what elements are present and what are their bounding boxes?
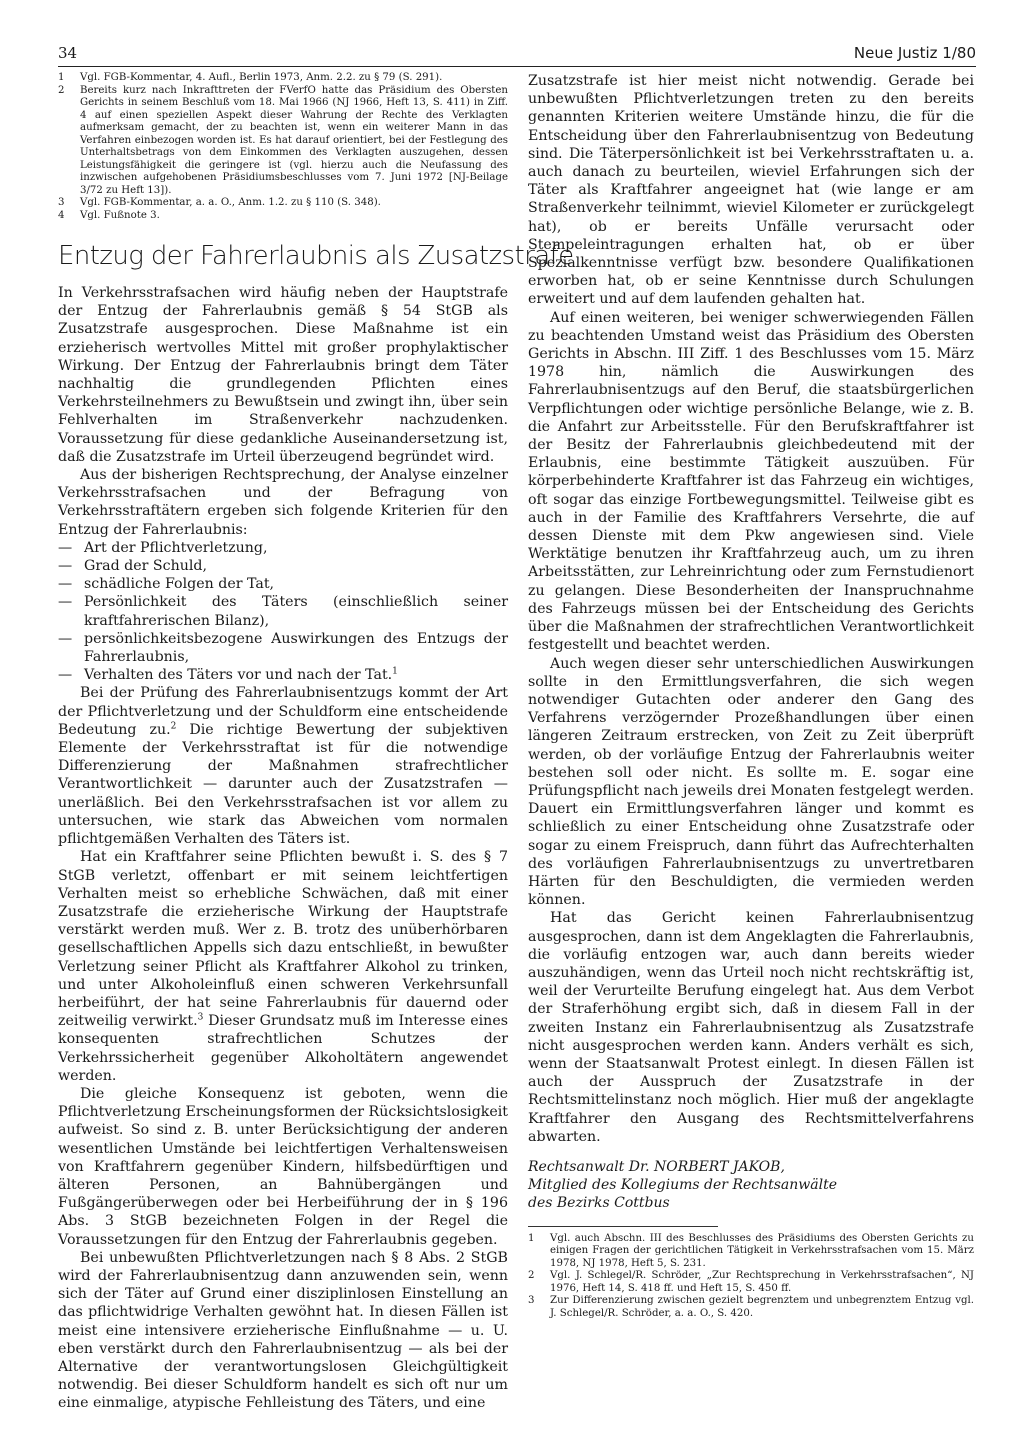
journal-issue: Neue Justiz 1/80 xyxy=(853,44,976,62)
footnote xyxy=(58,72,508,85)
footnote-text: Bereits kurz nach Inkrafttreten der FVerfO hatte das Präsidium des Obersten Gerichts in seinem Beschluß vom 18. Mai 1966 (NJ 1966, Heft 13, S. 411) in Ziff. 4 auf einen speziellen Aspekt dieser Wahrung der Rechte des Verklagten aufmerksam gemacht, der zu beachten ist, wenn ein weiterer Mann in das Verfahren einbezogen worden ist. Es hat darauf orientiert, bei der Festlegung des Unterhaltsbetrags von dem Einkommen des Verklagten auszugehen, dessen Leistungsfähigkeit die geringere ist (vgl. hierzu auch die Neufassung des inzwischen aufgehobenen Präsidiumsbeschlusses vom 7. Juni 1972 [NJ-Beilage 3/72 zu Heft 13]). xyxy=(80,84,508,196)
footnote-text: Vgl. J. Schlegel/R. Schröder, „Zur Rechtsprechung in Verkehrsstrafsachen“, NJ 1976, Heft 14, S. 418 ff. und Heft 15, S. 450 ff. xyxy=(550,1270,974,1294)
author-affiliation: Mitglied des Kollegiums der Rechtsanwälte xyxy=(528,1176,838,1193)
paragraph: In Verkehrsstrafsachen wird häufig neben der Hauptstrafe der Entzug der Fahrerlaubnis gemäß § 54 StGB als Zusatzstrafe ausgesprochen. Diese Maßnahme ist ein erzieherisch wertvolles Mittel mit großer prophylaktischer Wirkung. Der Entzug der Fahrerlaubnis bringt dem Täter nachhaltig die grundlegenden Pflichten eines Verkehrsteilnehmers zu Bewußtsein und zwingt ihn, über sein Fehlverhalten im Straßenverkehr nachzudenken. Voraussetzung für diese gedankliche Auseinandersetzung ist, daß die Zusatzstrafe im Urteil überzeugend begründet wird. xyxy=(58,285,508,465)
footnote-text: Vgl. auch Abschn. III des Beschlusses des Präsidiums des Obersten Gerichts zu einigen Fragen der gerichtlichen Tätigkeit in Verkehrsstrafsachen vom 15. März 1978, NJ 1978, Heft 5, S. 231. xyxy=(550,1232,974,1269)
page-header xyxy=(58,44,976,64)
footnote-number: 3 xyxy=(528,1295,535,1307)
list-item: — schädliche Folgen der Tat, xyxy=(58,576,275,593)
paragraph: Bei der Prüfung des Fahrerlaubnisentzugs kommt der Art der Pflichtverletzung und der Schuldform eine entscheidende Bedeutung zu.$^2$ Die richtige Bewertung der subjektiven Elemente der Verkehrsstraftat ist für die notwendige Differenzierung der Maßnahmen strafrechtlicher Verantwortlichkeit — darunter auch der Zusatzstrafen — unerläßlich. Bei den Verkehrsstrafsachen ist vor allem zu untersuchen, wie stark das Abweichen vom normalen pflichtgemäßen Verhalten des Täters ist. xyxy=(58,685,508,848)
paragraph: Die gleiche Konsequenz ist geboten, wenn die Pflichtverletzung Erscheinungsformen der Rücksichtslosigkeit aufweist. So sind z. B. unter Berücksichtigung der anderen wesentlichen Umstände bei leichtfertigen Verhaltensweisen von Kraftfahrern gegenüber Kindern, hilfsbedürftigen und älteren Personen, an Bahnübergängen und Fußgängerüberwegen oder bei Herbeiführung der in § 196 Abs. 3 StGB bezeichneten Folgen in der Regel die Voraussetzungen für den Entzug der Fahrerlaubnis gegeben. xyxy=(58,1085,509,1248)
paragraph: Auf einen weiteren, bei weniger schwerwiegenden Fällen zu beachtenden Umstand weist das Präsidium des Obersten Gerichts in Abschn. III Ziff. 1 des Beschlusses vom 15. März 1978 hin, nämlich die Auswirkungen des Fahrerlaubnisentzugs auf den Beruf, die staatsbürgerlichen Verpflichtungen oder wichtige persönliche Belange, wie z. B. die Anfahrt zur Arbeitsstelle. Für den Berufskraftfahrer ist der Besitz der Fahrerlaubnis gleichbedeutend mit der Erlaubnis, eine bestimmte Tätigkeit auszuüben. Für körperbehinderte Kraftfahrer ist das Fahrzeug ein wichtiges, oft sogar das einzige Fortbewegungsmittel. Teilweise gibt es auch in der Familie des Kraftfahrers Versehrte, die auf dessen Dienste mit dem Pkw angewiesen sind. Viele Werktätige benutzen ihr Kraftfahrzeug auch, um zu ihren Arbeitsstätten, zur Lehreinrichtung oder zum Fernstudienort zu gelangen. Diese Besonderheiten der Inanspruchnahme des Fahrzeugs müssen bei der Entscheidung des Gerichts über die Maßnahmen der strafrechtlichen Verantwortlichkeit festgestellt und beachtet werden. xyxy=(528,309,974,654)
footnote-text: Vgl. FGB-Kommentar, 4. Aufl., Berlin 1973, Anm. 2.2. zu § 79 (S. 291). xyxy=(80,72,443,83)
footnote-number: 4 xyxy=(58,209,65,221)
footnote-ref: 3 xyxy=(197,1012,204,1023)
paragraph-continuation: Zusatzstrafe ist hier meist nicht notwendig. Gerade bei unbewußten Pflichtverletzungen treten zu den bereits genannten Kriterien weitere Umstände hinzu, die für die Entscheidung über den Fahrerlaubnisentzug von Bedeutung sind. Die Täterpersönlichkeit ist bei Verkehrsstraftaten u. a. auch danach zu beurteilen, wieviel Erfahrungen sich der Täter als Kraftfahrer angeeignet hat (wie lange er am Straßenverkehr teilnimmt, wieviel Kilometer er zurückgelegt hat), ob er bereits Unfälle verursacht oder Stempeleintragungen erhalten hat, ob er über Spezialkenntnisse verfügt bzw. besondere Qualifikationen erworben hat, ob er seine Kenntnisse durch Schulungen erweitert und auf dem laufenden gehalten hat. xyxy=(528,73,974,308)
right-column xyxy=(528,72,974,1320)
author-district: des Bezirks Cottbus xyxy=(528,1194,670,1211)
footnote xyxy=(528,1270,974,1295)
article-title: Entzug der Fahrerlaubnis als Zusatzstrafe xyxy=(58,241,574,271)
footnote-number: 1 xyxy=(528,1232,535,1244)
paragraph: Hat ein Kraftfahrer seine Pflichten bewußt i. S. des § 7 StGB verletzt, offenbart er mit seinem leichtfertigen Verhalten meist so erhebliche Schwächen, daß mit einer Zusatzstrafe die erzieherische Wirkung der Hauptstrafe verstärkt werden muß. Wer z. B. trotz des unüberhörbaren gesellschaftlichen Appells sich dazu entschließt, in bewußter Verletzung seiner Pflicht als Kraftfahrer Alkohol zu trinken, und unter Alkoholeinfluß einen schweren Verkehrsunfall herbeiführt, der hat seine Fahrerlaubnis für dauernd oder zeitweilig verwirkt.$^3$ Dieser Grundsatz muß im Interesse eines konsequenten strafrechtlichen Schutzes der Verkehrssicherheit gegenüber Alkoholtätern angewendet werden. xyxy=(58,849,508,1084)
page-number: 34 xyxy=(58,44,78,62)
footnote xyxy=(58,210,508,223)
left-column xyxy=(58,72,574,1413)
list-item: — Verhalten des Täters vor und nach der Tat.$^1$ xyxy=(58,666,398,684)
footnote xyxy=(528,1295,974,1320)
footnote-text: Zur Differenzierung zwischen gezielt begrenztem und unbegrenztem Entzug vgl. J. Schlegel/R. Schröder, a. a. O., S. 420. xyxy=(550,1295,974,1319)
author-name: Rechtsanwalt Dr. NORBERT JAKOB, xyxy=(528,1158,785,1175)
footnote-ref: 2 xyxy=(170,721,177,732)
footnote-ref: 1 xyxy=(392,666,398,677)
author-signature xyxy=(528,1158,974,1212)
paragraph: Auch wegen dieser sehr unterschiedlichen Auswirkungen sollte in den Ermittlungsverfahren, die sich wegen notwendiger Gutachten oder anderer den Gang des Verfahrens verzögernder Prozeßhandlungen über einen längeren Zeitraum erstrecken, von Zeit zu Zeit überprüft werden, ob der vorläufige Entzug der Fahrerlaubnis weiter bestehen soll oder nicht. Es sollte m. E. sogar eine Prüfungspflicht nach jeweils drei Monaten festgelegt werden. Dauert ein Ermittlungsverfahren länger und kommt es schließlich zu einer Entscheidung ohne Zusatzstrafe oder sogar zu einem Freispruch, dann führt das Aufrechterhalten des vorläufigen Fahrerlaubnisentzugs zu unvertretbaren Härten für den Beschuldigten, die vermieden werden können. xyxy=(528,655,974,909)
list-item: — Grad der Schuld, xyxy=(58,558,208,575)
list-item: — Persönlichkeit des Täters (einschließlich seiner kraftfahrerischen Bilanz), xyxy=(58,594,508,629)
footnote xyxy=(58,197,508,210)
bottom-footnotes xyxy=(528,1233,974,1321)
paragraph-continued: Bei unbewußten Pflichtverletzungen nach § 8 Abs. 2 StGB wird der Fahrerlaubnisentzug dann anzuwenden sein, wenn sich der Täter auf Grund einer disziplinlosen Einstellung an das pflichtwidrige Verhalten gewöhnt hat. In diesen Fällen ist meist eine intensivere erzieherische Einflußnahme — u. U. eben verstärkt durch den Fahrerlaubnisentzug — als bei der Alternative der verantwortungslosen Gleichgültigkeit notwendig. Bei dieser Schuldform handelt es sich oft nur um eine einmalige, atypische Fehlleistung des Täters, und eine xyxy=(58,1249,508,1412)
list-item: — persönlichkeitsbezogene Auswirkungen des Entzugs der Fahrerlaubnis, xyxy=(58,630,508,666)
top-footnotes xyxy=(58,72,508,222)
footnote-number: 2 xyxy=(58,84,65,96)
paragraph: Hat das Gericht keinen Fahrerlaubnisentzug ausgesprochen, dann ist dem Angeklagten die Fahrerlaubnis, die vorläufig entzogen war, auch dann bereits wieder auszuhändigen, wenn das Urteil noch nicht rechtskräftig ist, weil der Verurteilte Berufung eingelegt hat. Aus dem Verbot der Straferhöhung ergibt sich, daß in diesem Fall in der zweiten Instanz ein Fahrerlaubnisentzug als Zusatzstrafe nicht ausgesprochen werden kann. Anders verhält es sich, wenn der Staatsanwalt Protest einlegt. In diesen Fällen ist auch der Ausspruch der Zusatzstrafe in der Rechtsmittelinstanz noch möglich. Hier muß der angeklagte Kraftfahrer den Ausgang des Rechtsmittelverfahrens abwarten. xyxy=(528,910,974,1145)
footnote-number: 1 xyxy=(58,72,65,83)
footnote xyxy=(58,85,508,198)
header-rule xyxy=(58,66,976,67)
list-item: — Art der Pflichtverletzung, xyxy=(58,539,268,556)
footnote-number: 2 xyxy=(528,1270,535,1282)
footnote-text: Vgl. FGB-Kommentar, a. a. O., Anm. 1.2. zu § 110 (S. 348). xyxy=(80,197,381,208)
footnote-number: 3 xyxy=(58,197,65,208)
footnote-text: Vgl. Fußnote 3. xyxy=(80,209,160,221)
footnote xyxy=(528,1233,974,1271)
criteria-list xyxy=(58,539,508,685)
footnote-rule xyxy=(528,1226,718,1227)
paragraph: Aus der bisherigen Rechtsprechung, der Analyse einzelner Verkehrsstrafsachen und der Befragung von Verkehrsstraftätern ergeben sich folgende Kriterien für den Entzug der Fahrerlaubnis: xyxy=(58,467,508,538)
